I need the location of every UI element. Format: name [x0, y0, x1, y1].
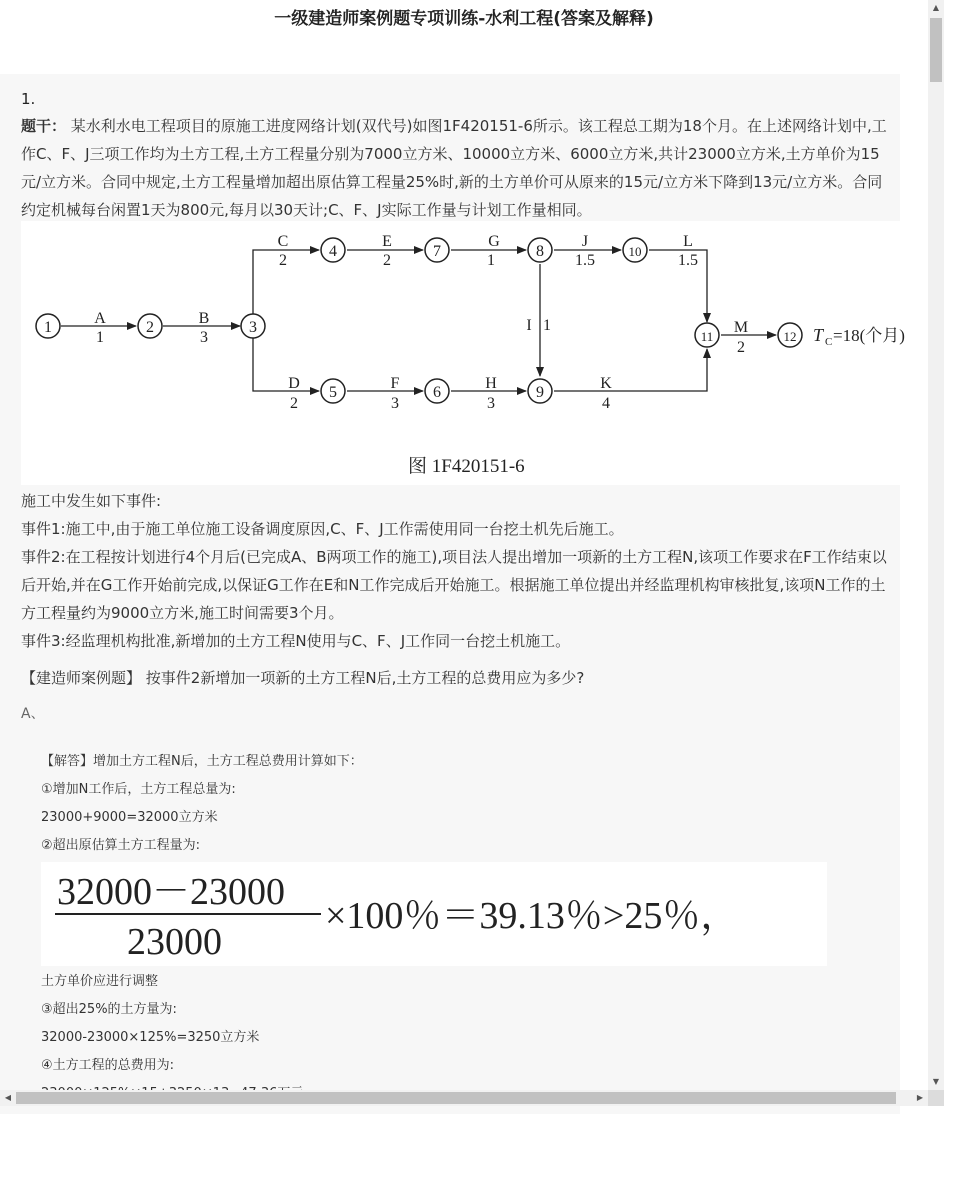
- activity-duration: 3: [200, 329, 208, 346]
- node-label: 6: [433, 384, 441, 401]
- activity-name: F: [390, 375, 400, 392]
- activity-name: M: [733, 319, 749, 336]
- scroll-up-arrow-icon[interactable]: ▲: [932, 3, 940, 12]
- tc-subscript: C: [825, 336, 833, 348]
- option-a[interactable]: A、: [21, 706, 45, 722]
- activity-duration: 1.5: [678, 252, 698, 269]
- activity-name: B: [198, 310, 210, 327]
- formula-svg: [41, 862, 827, 966]
- activity-duration: 1: [487, 252, 495, 269]
- node-label: 2: [146, 319, 154, 336]
- activity-name: L: [683, 233, 693, 250]
- answer-line: 土方单价应进行调整: [41, 974, 159, 989]
- horizontal-scrollbar[interactable]: [0, 1090, 928, 1106]
- question-stem: [21, 112, 889, 224]
- activity-name: I: [526, 317, 532, 334]
- activity-name: K: [600, 375, 612, 392]
- activity-name: G: [488, 233, 500, 250]
- stem-label: 题干：: [21, 117, 67, 135]
- scroll-left-arrow-icon[interactable]: ◀: [4, 1093, 12, 1102]
- activity-duration: 4: [602, 395, 610, 412]
- formula-denominator: 23000: [127, 921, 222, 963]
- answer-line: 23000+9000=32000立方米: [41, 810, 218, 825]
- sub-question-text: 按事件2新增加一项新的土方工程N后,土方工程的总费用应为多少?: [145, 669, 585, 687]
- answer-line: 32000-23000×125%=3250立方米: [41, 1030, 260, 1045]
- sub-question: [21, 665, 889, 691]
- activity-name: D: [288, 375, 300, 392]
- activity-duration: 3: [487, 395, 495, 412]
- answer-line: 【解答】增加土方工程N后，土方工程总费用计算如下：: [41, 754, 363, 769]
- sub-question-tag: 【建造师案例题】: [21, 669, 142, 687]
- activity-duration: 1: [543, 317, 551, 334]
- scrollbar-corner: [928, 1090, 944, 1106]
- activity-duration: 2: [290, 395, 298, 412]
- answer-line: ①增加N工作后，土方工程总量为:: [41, 782, 236, 797]
- event-1: 事件1:施工中,由于施工单位施工设备调度原因,C、F、J工作需使用同一台挖土机先后施工。: [21, 520, 624, 538]
- formula-rest: ×100％＝39.13％>25％，: [325, 895, 739, 937]
- activity-name: C: [277, 233, 289, 250]
- node-label: 11: [700, 329, 714, 344]
- tc-label: T: [813, 325, 824, 345]
- activity-name: A: [94, 310, 106, 327]
- activity-duration: 2: [383, 252, 391, 269]
- activity-duration: 1: [96, 329, 104, 346]
- node-label: 9: [536, 384, 544, 401]
- vertical-scroll-thumb[interactable]: [930, 18, 942, 82]
- node-label: 4: [329, 243, 337, 260]
- activity-duration: 2: [279, 252, 287, 269]
- question-number: 1.: [21, 90, 36, 108]
- node-label: 8: [536, 243, 544, 260]
- formula-numerator: 32000－23000: [57, 871, 286, 913]
- node-label: 5: [329, 384, 337, 401]
- node-label: 10: [628, 244, 642, 259]
- activity-duration: 2: [737, 339, 745, 356]
- activity-name: J: [581, 233, 589, 250]
- node-label: 3: [249, 319, 257, 336]
- activity-name: H: [485, 375, 497, 392]
- scroll-down-arrow-icon[interactable]: ▼: [932, 1077, 940, 1086]
- activity-name: E: [382, 233, 392, 250]
- event-2: 事件2:在工程按计划进行4个月后(已完成A、B两项工作的施工),项目法人提出增加一项新的土方工程N,该项工作要求在F工作结束以后开始,并在G工作开始前完成,以保证G工作在E和N工作完成后开始施工。根据施工单位提出并经监理机构审核批复,该项N工作的土方工程量约为9000立方米,施工时间需要3个月。: [21, 548, 887, 622]
- vertical-scrollbar[interactable]: [928, 0, 944, 1090]
- diagram-caption: 图 1F420151-6: [408, 456, 525, 477]
- node-label: 7: [433, 243, 441, 260]
- node-label: 12: [783, 329, 797, 344]
- event-intro: 施工中发生如下事件:: [21, 492, 162, 510]
- tc-value: =18(个月): [833, 326, 905, 345]
- formula-image: [41, 862, 827, 966]
- answer-line: ③超出25%的土方量为:: [41, 1002, 177, 1017]
- horizontal-scroll-thumb[interactable]: [16, 1092, 896, 1104]
- page-title: 一级建造师案例题专项训练-水利工程(答案及解释): [274, 9, 654, 29]
- answer-section: [41, 748, 841, 1108]
- node-label: 1: [44, 319, 52, 336]
- events-section: [21, 487, 889, 655]
- stem-text: 某水利水电工程项目的原施工进度网络计划(双代号)如图1F420151-6所示。该工程总工期为18个月。在上述网络计划中,工作C、F、J三项工作均为土方工程,土方工程量分别为7000立方米、10000立方米、6000立方米,共计23000立方米,土方单价为15元/立方米。合同中规定,土方工程量增加超出原估算工程量25%时,新的土方单价可从原来的15元/立方米下降到13元/立方米。合同约定机械每台闲置1天为800元,每月以30天计;C、F、J实际工作量与计划工作量相同。: [21, 117, 887, 219]
- scroll-right-arrow-icon[interactable]: ▶: [916, 1093, 924, 1102]
- activity-duration: 1.5: [575, 252, 595, 269]
- answer-line: ②超出原估算土方工程量为:: [41, 838, 201, 853]
- answer-line: ④土方工程的总费用为:: [41, 1058, 175, 1073]
- network-diagram-svg: [21, 221, 905, 485]
- event-3: 事件3:经监理机构批准,新增加的土方工程N使用与C、F、J工作同一台挖土机施工。: [21, 632, 571, 650]
- activity-duration: 3: [391, 395, 399, 412]
- network-diagram: [21, 221, 905, 485]
